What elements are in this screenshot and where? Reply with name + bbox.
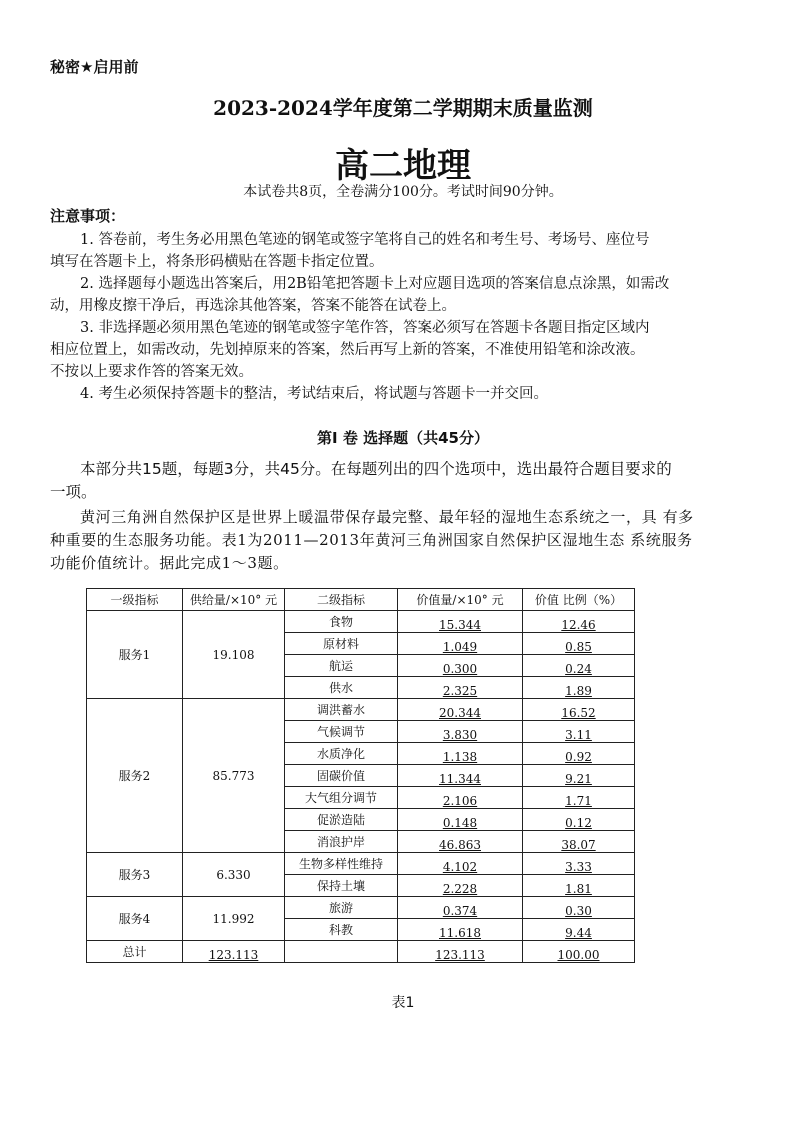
secondary-indicator: 原材料 — [285, 633, 398, 655]
table-header-row — [87, 589, 635, 611]
supply-value: 19.108 — [183, 611, 285, 699]
value-amount: 2.325 — [398, 677, 523, 699]
notice-line: 4. 考生必须保持答题卡的整洁，考试结束后，将试题与答题卡一并交回。 — [80, 386, 548, 402]
notice-heading: 注意事项： — [50, 207, 126, 225]
value-amount: 15.344 — [398, 611, 523, 633]
notice-list — [50, 229, 669, 405]
passage-line: 功能价值统计。据此完成1～3题。 — [50, 554, 289, 572]
column-header: 价值量/×10° 元 — [398, 589, 523, 611]
value-ratio: 12.46 — [523, 611, 635, 633]
value-ratio: 3.33 — [523, 853, 635, 875]
primary-indicator: 服务2 — [87, 699, 183, 853]
primary-indicator: 服务1 — [87, 611, 183, 699]
secondary-indicator: 保持土壤 — [285, 875, 398, 897]
total-supply: 123.113 — [183, 941, 285, 963]
column-header: 一级指标 — [87, 589, 183, 611]
secondary-indicator: 科教 — [285, 919, 398, 941]
secondary-indicator: 固碳价值 — [285, 765, 398, 787]
value-ratio: 9.44 — [523, 919, 635, 941]
secondary-indicator: 调洪蓄水 — [285, 699, 398, 721]
secondary-indicator: 生物多样性维持 — [285, 853, 398, 875]
value-ratio: 9.21 — [523, 765, 635, 787]
total-second — [285, 941, 398, 963]
secondary-indicator: 气候调节 — [285, 721, 398, 743]
notice-line: 2. 选择题每小题选出答案后，用2B铅笔把答题卡上对应题目选项的答案信息点涂黑，如需改 — [80, 276, 670, 292]
data-table — [86, 588, 635, 963]
value-ratio: 0.92 — [523, 743, 635, 765]
supply-value: 85.773 — [183, 699, 285, 853]
value-ratio: 0.12 — [523, 809, 635, 831]
value-ratio: 0.24 — [523, 655, 635, 677]
secondary-indicator: 消浪护岸 — [285, 831, 398, 853]
value-amount: 2.106 — [398, 787, 523, 809]
value-amount: 11.344 — [398, 765, 523, 787]
exam-title: 2023-2024学年度第二学期期末质量监测 — [213, 96, 593, 120]
passage-line: 黄河三角洲自然保护区是世界上暖温带保存最完整、最年轻的湿地生态系统之一，具 有多 — [80, 508, 694, 526]
section-intro — [50, 458, 672, 504]
value-amount: 1.049 — [398, 633, 523, 655]
value-amount: 3.830 — [398, 721, 523, 743]
total-row — [87, 941, 635, 963]
intro-line: 本部分共15题，每题3分，共45分。在每题列出的四个选项中，选出最符合题目要求的 — [80, 460, 672, 478]
value-amount: 1.138 — [398, 743, 523, 765]
table-caption: 表1 — [391, 995, 415, 1011]
notice-line: 动，用橡皮擦干净后，再选涂其他答案，答案不能答在试卷上。 — [50, 298, 456, 314]
secondary-indicator: 促淤造陆 — [285, 809, 398, 831]
primary-indicator: 服务4 — [87, 897, 183, 941]
passage-line: 种重要的生态服务功能。表1为2011—2013年黄河三角洲国家自然保护区湿地生态 系统服务 — [50, 531, 693, 549]
value-amount: 4.102 — [398, 853, 523, 875]
secondary-indicator: 水质净化 — [285, 743, 398, 765]
table-row — [87, 611, 635, 633]
value-ratio: 1.71 — [523, 787, 635, 809]
total-label: 总计 — [87, 941, 183, 963]
total-value: 123.113 — [398, 941, 523, 963]
value-amount: 20.344 — [398, 699, 523, 721]
value-amount: 0.300 — [398, 655, 523, 677]
column-header: 供给量/×10° 元 — [183, 589, 285, 611]
notice-line: 不按以上要求作答的答案无效。 — [50, 364, 253, 380]
question-passage — [50, 506, 694, 575]
table-row — [87, 853, 635, 875]
intro-line: 一项。 — [50, 483, 97, 501]
confidential-label: 秘密★启用前 — [50, 58, 139, 76]
value-ratio: 0.30 — [523, 897, 635, 919]
column-header: 价值 比例（%） — [523, 589, 635, 611]
notice-line: 填写在答题卡上，将条形码横贴在答题卡指定位置。 — [50, 254, 384, 270]
exam-info: 本试卷共8页，全卷满分100分。考试时间90分钟。 — [243, 184, 563, 200]
value-ratio: 1.89 — [523, 677, 635, 699]
secondary-indicator: 航运 — [285, 655, 398, 677]
supply-value: 6.330 — [183, 853, 285, 897]
value-ratio: 16.52 — [523, 699, 635, 721]
secondary-indicator: 供水 — [285, 677, 398, 699]
primary-indicator: 服务3 — [87, 853, 183, 897]
notice-line: 1. 答卷前，考生务必用黑色笔迹的钢笔或签字笔将自己的姓名和考生号、考场号、座位号 — [80, 232, 650, 248]
table-row — [87, 699, 635, 721]
value-amount: 11.618 — [398, 919, 523, 941]
total-ratio: 100.00 — [523, 941, 635, 963]
column-header: 二级指标 — [285, 589, 398, 611]
supply-value: 11.992 — [183, 897, 285, 941]
value-amount: 0.148 — [398, 809, 523, 831]
value-amount: 2.228 — [398, 875, 523, 897]
value-ratio: 0.85 — [523, 633, 635, 655]
notice-line: 相应位置上，如需改动，先划掉原来的答案，然后再写上新的答案，不准使用铅笔和涂改液。 — [50, 342, 645, 358]
value-ratio: 1.81 — [523, 875, 635, 897]
secondary-indicator: 大气组分调节 — [285, 787, 398, 809]
notice-line: 3. 非选择题必须用黑色笔迹的钢笔或签字笔作答，答案必须写在答题卡各题目指定区域内 — [80, 320, 650, 336]
secondary-indicator: 食物 — [285, 611, 398, 633]
subject-title: 高二地理 — [335, 146, 471, 186]
value-ratio: 38.07 — [523, 831, 635, 853]
value-amount: 0.374 — [398, 897, 523, 919]
value-ratio: 3.11 — [523, 721, 635, 743]
value-amount: 46.863 — [398, 831, 523, 853]
table-row — [87, 897, 635, 919]
section-heading: 第I 卷 选择题（共45分） — [317, 429, 489, 447]
secondary-indicator: 旅游 — [285, 897, 398, 919]
